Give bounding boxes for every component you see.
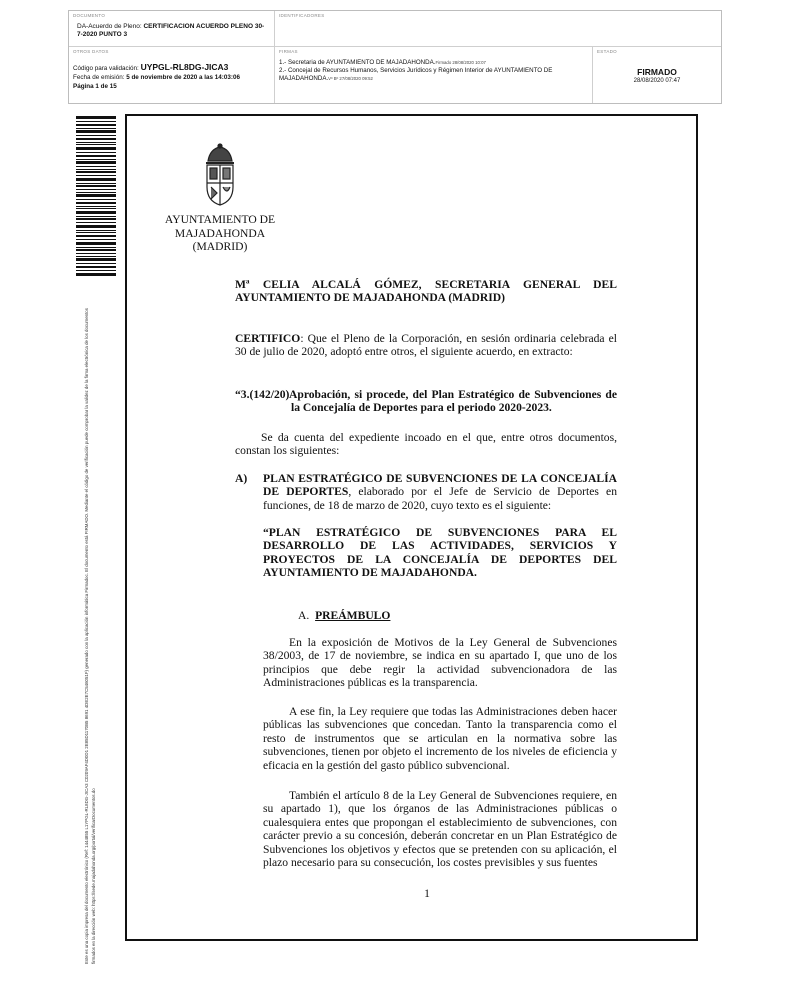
signature-1-date: Firmado 28/08/2020 10:07: [435, 60, 486, 65]
preamble-title: PREÁMBULO: [315, 609, 391, 622]
preamble-letter: A.: [298, 609, 310, 622]
validation-code-line: [73, 62, 228, 72]
page-number: 1: [424, 887, 430, 900]
emission-date-line: [73, 74, 240, 81]
other-data-label: OTROS DATOS: [73, 49, 109, 54]
page-info: [73, 83, 117, 90]
council-line-3: (MADRID): [192, 240, 248, 253]
identifiers-label: IDENTIFICADORES: [279, 13, 325, 18]
barcode-image: [76, 116, 116, 276]
certificate-heading: Mª CELIA ALCALÁ GÓMEZ, SECRETARIA GENERAL DEL AYUNTAMIENTO DE MAJADAHONDA (MADRID): [235, 278, 617, 305]
signature-1-text: 1.- Secretaria de AYUNTAMIENTO DE MAJADAHONDA.: [279, 59, 436, 66]
plan-title: “PLAN ESTRATÉGICO DE SUBVENCIONES PARA EL DESARROLLO DE LAS ACTIVIDADES, SERVICIOS Y PROYECTOS DE LA CONCEJALÍA DE DEPORTES DEL AYUNTAMIENTO DE MAJADAHONDA.: [263, 526, 617, 580]
document-title-prefix: DA-Acuerdo de Pleno:: [77, 23, 144, 30]
coat-of-arms-logo: [202, 143, 238, 207]
document-cell: [69, 11, 275, 47]
signature-2: [279, 67, 591, 82]
signature-1: [279, 59, 591, 67]
agreement-item: [235, 388, 617, 415]
document-label: DOCUMENTO: [73, 13, 106, 18]
section-a: [235, 472, 617, 512]
paragraph-3: También el artículo 8 de la Ley General de Subvenciones requiere, en su apartado 1), que los órganos de las Administraciones públicas o cualesquiera entes que propongan el establecimiento de subvenciones, con carácter previo a su concesión, deberán concretar en un Plan Estratégico de Subvenciones los objetivos y efectos que se pretenden con su aplicación, el plazo necesario para su consecución, los costes previsibles y sus fuentes: [263, 789, 617, 870]
other-data-cell: [69, 47, 275, 103]
state-cell: [593, 47, 721, 103]
document-title: [77, 23, 267, 39]
page-info-text: Página 1 de 15: [73, 83, 117, 90]
section-a-text: [263, 472, 617, 512]
validation-code[interactable]: UYPGL-RL8DG-JICA3: [140, 62, 229, 72]
state-label: ESTADO: [597, 49, 617, 54]
signature-metadata-table: [68, 10, 722, 104]
section-a-description: , elaborado por el Jefe de Servicio de Deportes en funciones, de 18 de marzo de 2020, cuyo texto es el siguiente:: [263, 485, 618, 512]
agreement-title: Aprobación, si procede, del Plan Estratégico de Subvenciones de la Concejalía de Deportes para el periodo 2020-2023.: [289, 388, 617, 415]
intro-paragraph: Se da cuenta del expediente incoado en el que, entre otros documentos, constan los siguientes:: [235, 431, 617, 458]
certifico-paragraph: [235, 332, 617, 359]
paragraph-2: A ese fin, la Ley requiere que todas las Administraciones deben hacer públicas las subvenciones que concedan. Tanto la transparencia como el resto de instrumentos que se articulan en la normativa sobre las subvenciones, tienen por objeto el incremento de los niveles de eficiencia y eficacia en la gestión del gasto público subvencional.: [263, 705, 617, 772]
paragraph-1: En la exposición de Motivos de la Ley General de Subvenciones 38/2003, de 17 de noviembre, se indica en su apartado I, que uno de los principios que debe regir la actividad subvencionadora de las Administraciones públicas es la transparencia.: [263, 636, 617, 690]
section-a-letter: A): [235, 472, 248, 485]
agreement-number: “3.(142/20): [235, 388, 290, 401]
signature-2-date: Vº Bº 27/08/2020 09:52: [328, 75, 373, 81]
signatures-cell: [275, 47, 593, 103]
state-value: FIRMADO: [637, 67, 677, 77]
signatures-label: FIRMAS: [279, 49, 298, 54]
certifico-text: : Que el Pleno de la Corporación, en sesión ordinaria celebrada el 30 de julio de 2020, adoptó entre otros, el siguiente acuerdo, en extracto:: [235, 332, 617, 359]
signature-2-text: 2.- Concejal de Recursos Humanos, Servicios Jurídicos y Régimen Interior de AYUNTAMIENTO DE MAJADAHONDA.: [279, 67, 553, 82]
emission-date: 5 de noviembre de 2020 a las 14:03:06: [126, 74, 240, 81]
section-a-title: PLAN ESTRATÉGICO DE SUBVENCIONES DE LA CONCEJALÍA DE DEPORTES: [263, 472, 617, 499]
council-line-2: MAJADAHONDA: [174, 226, 266, 240]
identifiers-cell: [275, 11, 721, 47]
emission-prefix: Fecha de emisión:: [73, 74, 127, 81]
council-line-1: AYUNTAMIENTO DE: [164, 213, 276, 226]
city-council-name: [160, 213, 280, 254]
verification-side-note: Este es una copia impresa del documento electrónico (Ref: 1444855 L1YPGL-RL8DG-JICA3 C0209AF4D0D1 2E85D1170B5 8691 4DE2E7C546051F) generado con la aplicación informática Firmadoc. El documento está FIRMADO. Mediante el código de verificación puede comprobar la validez de la firma electrónica de los documentos firmados en la dirección web: https://sede.majadahonda.org/portal/verificarDocumentos.do: [84, 308, 96, 964]
certifico-label: CERTIFICO: [235, 332, 301, 345]
validation-prefix: Código para validación:: [73, 65, 141, 72]
preamble-heading: [298, 609, 498, 622]
state-date: 28/08/2020 07:47: [633, 78, 681, 84]
document-title-bold: CERTIFICACION ACUERDO PLENO 30-7-2020 PUNTO 3: [77, 23, 265, 38]
